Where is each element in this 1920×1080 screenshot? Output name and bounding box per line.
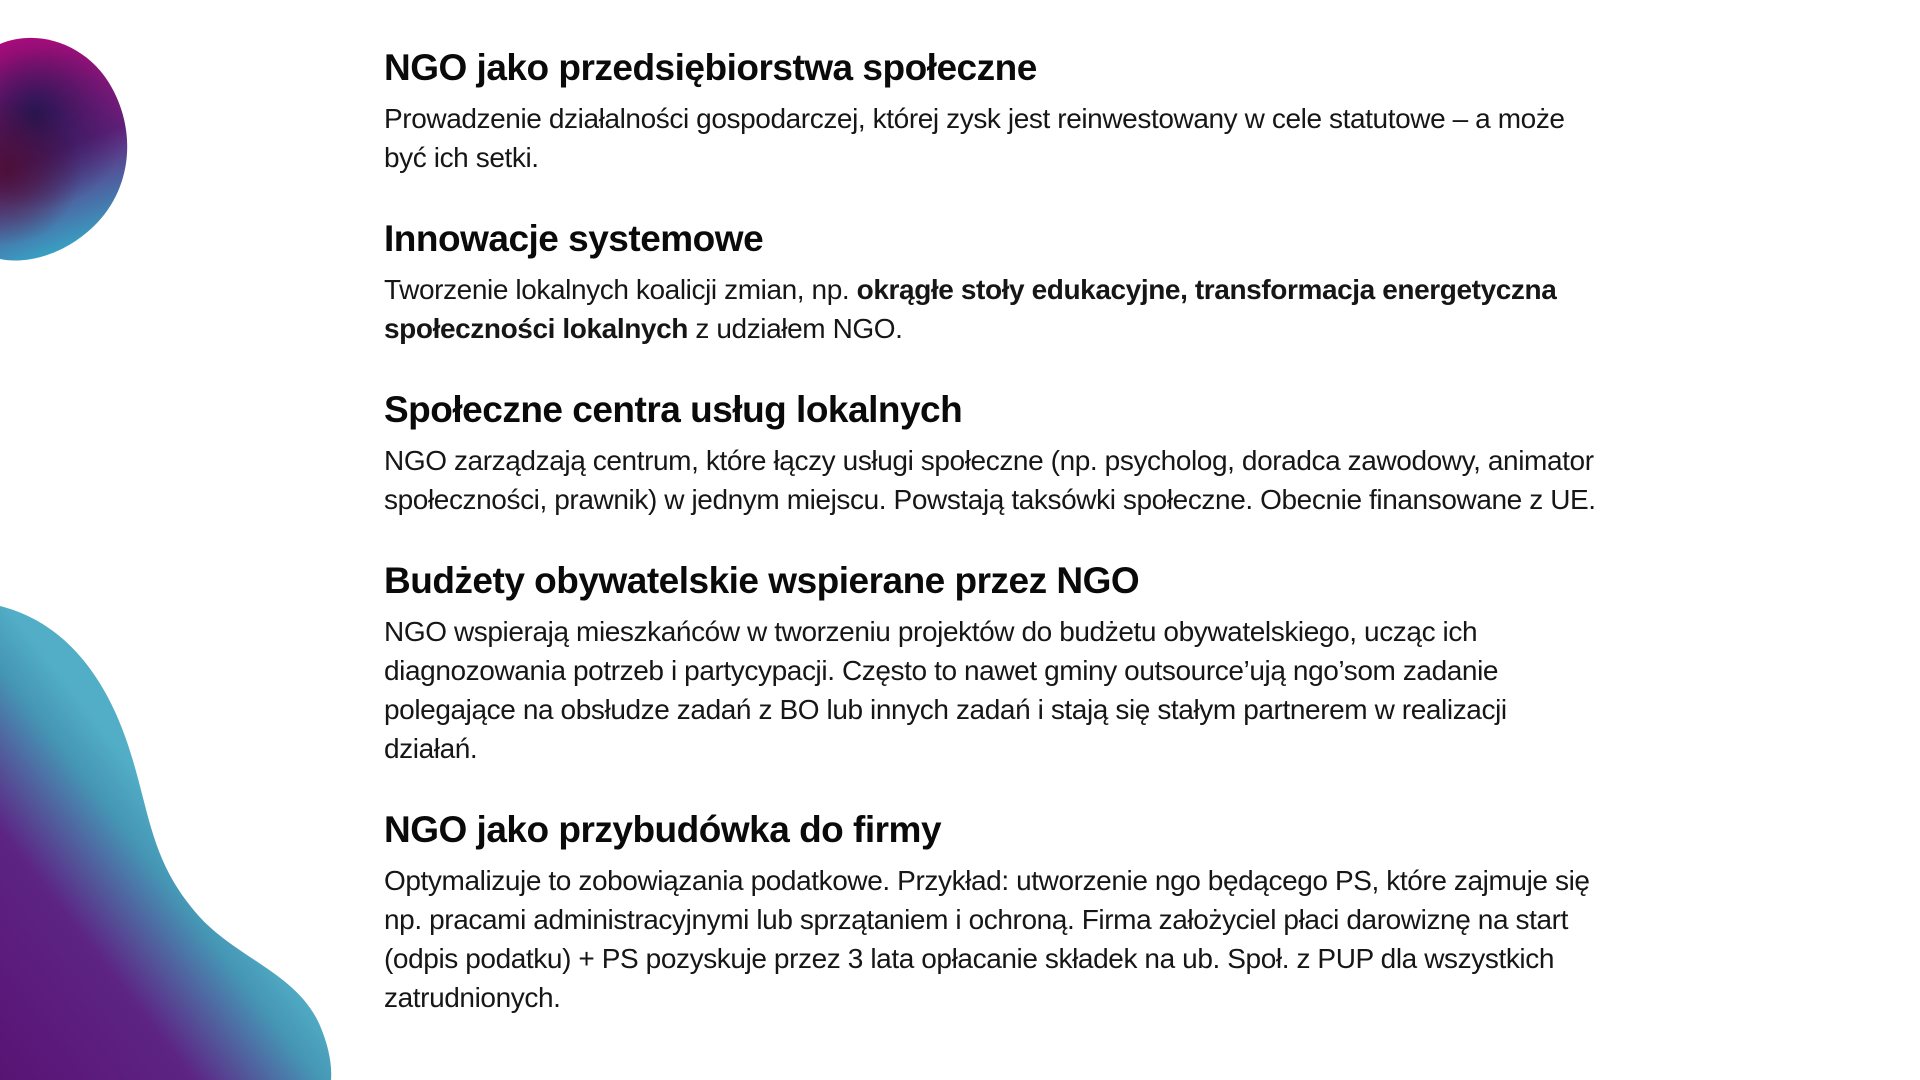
text-line: Optymalizuje to zobowiązania podatkowe. Przykład: utworzenie ngo będącego PS, które zajmuje się (384, 865, 1590, 896)
text-line: Prowadzenie działalności gospodarczej, której zysk jest reinwestowany w cele statutowe – a może (384, 103, 1565, 134)
text-line: diagnozowania potrzeb i partycypacji. Często to nawet gminy outsource’ują ngo’som zadanie (384, 655, 1499, 686)
content-section-przybudowka (384, 808, 1714, 1017)
section-heading: Innowacje systemowe (384, 218, 764, 259)
section-heading: NGO jako przedsiębiorstwa społeczne (384, 47, 1037, 88)
content-section-innowacje (384, 217, 1714, 348)
blob-bottom-left (0, 606, 331, 1080)
section-body (384, 612, 1714, 768)
text-line: NGO wspierają mieszkańców w tworzeniu projektów do budżetu obywatelskiego, ucząc ich (384, 616, 1478, 647)
section-heading: NGO jako przybudówka do firmy (384, 809, 942, 850)
text-line: zatrudnionych. (384, 982, 561, 1013)
blob-top-left (0, 38, 127, 261)
text-line: społeczności lokalnych z udziałem NGO. (384, 313, 903, 344)
content-section-centra-uslug (384, 388, 1714, 519)
text-line: np. pracami administracyjnymi lub sprzątaniem i ochroną. Firma założyciel płaci darowiznę na start (384, 904, 1568, 935)
section-body (384, 441, 1714, 519)
content-section-ngo-przedsiebiorstwa (384, 46, 1714, 177)
text-line: (odpis podatku) + PS pozyskuje przez 3 lata opłacanie składek na ub. Społ. z PUP dla wszystkich (384, 943, 1555, 974)
text-line: Tworzenie lokalnych koalicji zmian, np. okrągłe stoły edukacyjne, transformacja energetyczna (384, 274, 1557, 305)
section-body (384, 99, 1714, 177)
text-line: NGO zarządzają centrum, które łączy usługi społeczne (np. psycholog, doradca zawodowy, animator (384, 445, 1594, 476)
text-line: działań. (384, 733, 478, 764)
section-heading: Społeczne centra usług lokalnych (384, 389, 963, 430)
content-section-budzety (384, 559, 1714, 768)
section-body (384, 861, 1714, 1017)
slide-content (384, 46, 1714, 1057)
text-line: społeczności, prawnik) w jednym miejscu. Powstają taksówki społeczne. Obecnie finansowane z UE. (384, 484, 1596, 515)
section-body (384, 270, 1714, 348)
text-line: być ich setki. (384, 142, 539, 173)
text-line: polegające na obsłudze zadań z BO lub innych zadań i stają się stałym partnerem w realizacji (384, 694, 1507, 725)
section-heading: Budżety obywatelskie wspierane przez NGO (384, 560, 1140, 601)
